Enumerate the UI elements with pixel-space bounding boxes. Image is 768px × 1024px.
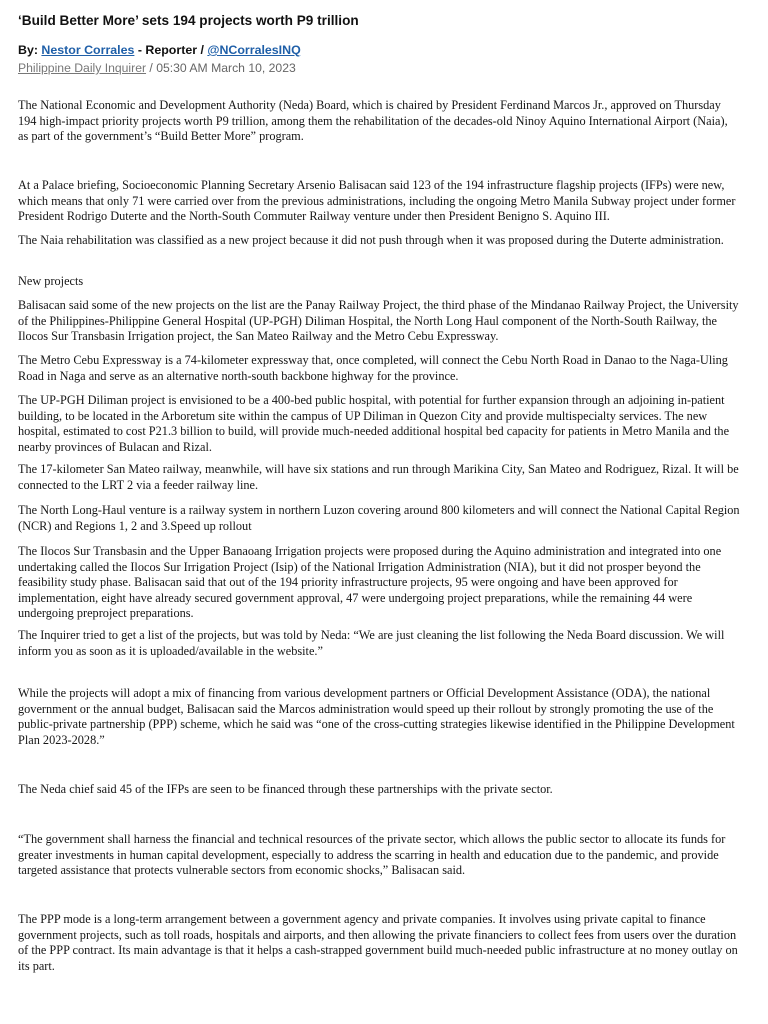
paragraph-1: The National Economic and Development Authority (Neda) Board, which is chaired by President Ferdinand Marcos Jr., approved on Thursday 194 high-impact priority projects worth P9 trillion, among them the rehabilitation of the decades-old Ninoy Aquino International Airport (Naia), as part of the government’s “Build Better More” program.	[18, 98, 728, 144]
paragraph-7: The 17-kilometer San Mateo railway, meanwhile, will have six stations and run through Marikina City, San Mateo and Rodriguez, Rizal. It will be connected to the LRT 2 via a feeder railway line.	[18, 462, 739, 492]
paragraph-6: The UP-PGH Diliman project is envisioned to be a 400-bed public hospital, with potential for further expansion through an adjoining in-patient building, to be located in the Arboretum site within the campus of UP Diliman in Quezon City and provide multispecialty services. The new hospital, estimated to cost P21.3 billion to build, will provide much-needed additional hospital bed capacity for patients in Metro Manila and the nearby provinces of Bulacan and Rizal.	[18, 393, 730, 454]
article-headline: ‘Build Better More’ sets 194 projects worth P9 trillion	[18, 13, 359, 28]
paragraph-3: The Naia rehabilitation was classified as a new project because it did not push through when it was proposed during the Duterte administration.	[18, 233, 724, 247]
publish-timestamp: / 05:30 AM March 10, 2023	[146, 61, 296, 75]
paragraph-11: While the projects will adopt a mix of financing from various development partners or Official Development Assistance (ODA), the national government or the annual budget, Balisacan said the Marcos administration would speed up their rollout by strongly promoting the use of the public-private partnership (PPP) scheme, which he said was “one of the cross-cutting strategies likewise identified in the Philippine Development Plan 2023-2028.”	[18, 686, 735, 747]
author-handle-link[interactable]: @NCorralesINQ	[207, 43, 301, 57]
publication-link[interactable]: Philippine Daily Inquirer	[18, 61, 147, 75]
paragraph-9: The Ilocos Sur Transbasin and the Upper Banaoang Irrigation projects were proposed during the Aquino administration and integrated into one undertaking called the Ilocos Sur Irrigation Project (Isip) of the National Irrigation Administration (NIA), but it did not prosper beyond the feasibility study phase. Balisacan said that out of the 194 priority infrastructure projects, 95 were ongoing and have been approved for implementation, eight have already secured government approval, 47 were undergoing project preparations, while the remaining 44 were undergoing preproject preparations.	[18, 544, 722, 621]
paragraph-2: At a Palace briefing, Socioeconomic Planning Secretary Arsenio Balisacan said 123 of the 194 infrastructure flagship projects (IFPs) were new, which means that only 71 were carried over from the previous administrations, including the ongoing Metro Manila Subway project under former President Rodrigo Duterte and the North-South Commuter Railway venture under then President Benigno S. Aquino III.	[18, 178, 736, 224]
paragraph-4: Balisacan said some of the new projects on the list are the Panay Railway Project, the third phase of the Mindanao Railway Project, the University of the Philippines-Philippine General Hospital (UP-PGH) Diliman Hospital, the North Long Haul component of the North-South Railway, the Ilocos Sur Transbasin Irrigation project, the San Mateo Railway and the Metro Cebu Expressway.	[18, 298, 739, 344]
paragraph-13: “The government shall harness the financial and technical resources of the private sector, which allows the public sector to allocate its funds for greater investments in human capital development, especially to address the scarring in health and education due to the pandemic, and provide targeted assistance that protects vulnerable sectors from economic shocks,” Balisacan said.	[18, 832, 726, 878]
byline-label: By:	[18, 43, 42, 57]
byline	[18, 43, 301, 57]
paragraph-14: The PPP mode is a long-term arrangement between a government agency and private companies. It involves using private capital to finance government projects, such as toll roads, hospitals and airports, and then allowing the private financiers to collect fees from users over the duration of the PPP contract. Its main advantage is that it helps a cash-strapped government build much-needed public infrastructure at no money outlay on its part.	[18, 912, 738, 973]
paragraph-12: The Neda chief said 45 of the IFPs are seen to be financed through these partnerships with the private sector.	[18, 782, 553, 796]
byline-role: - Reporter /	[134, 43, 208, 57]
paragraph-5: The Metro Cebu Expressway is a 74-kilometer expressway that, once completed, will connect the Cebu North Road in Danao to the Naga-Uling Road in Naga and serve as an alternative north-south backbone highway for the province.	[18, 353, 728, 383]
paragraph-10: The Inquirer tried to get a list of the projects, but was told by Neda: “We are just cleaning the list following the Neda Board discussion. We will inform you as soon as it is uploaded/available in the website.”	[18, 628, 725, 658]
section-subheading-new-projects: New projects	[18, 274, 84, 288]
source-line	[18, 61, 296, 75]
author-link[interactable]: Nestor Corrales	[41, 43, 135, 57]
paragraph-8: The North Long-Haul venture is a railway system in northern Luzon covering around 800 kilometers and will connect the National Capital Region (NCR) and Regions 1, 2 and 3.Speed up rollout	[18, 503, 740, 533]
